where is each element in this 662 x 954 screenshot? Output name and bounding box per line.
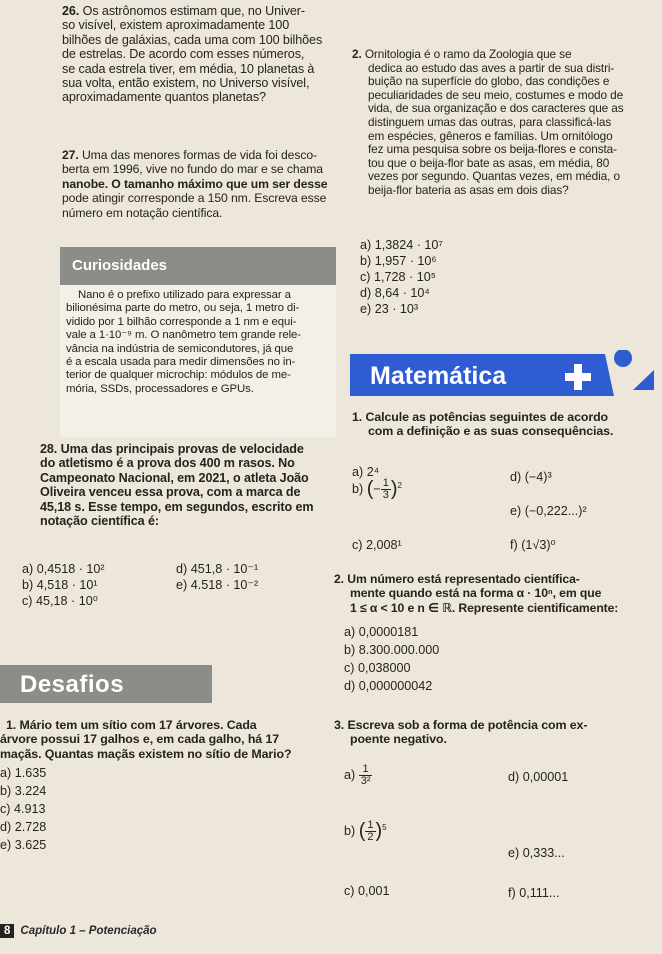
numerator: 1 (382, 477, 389, 489)
q28-option-d: d) 451,8 · 10⁻¹ (176, 562, 259, 576)
option-label: b) (352, 481, 364, 496)
text-line: nanobe. O tamanho máximo que um ser desse (62, 176, 328, 191)
desafios-option-d: d) 2.728 (0, 820, 47, 834)
q2-option-e: e) 23 · 10³ (360, 302, 419, 316)
text-line: aproximadamente quantos planetas? (62, 90, 266, 105)
fraction (365, 820, 375, 843)
text-line: Nano é o prefixo utilizado para expressar a (78, 289, 291, 301)
mat1-option-f (510, 538, 556, 553)
text-line: do atletismo é a prova dos 400 m rasos. No (40, 456, 295, 471)
mat1-option-b: b) (− $\frac{1}{3}$ )$^2$ (352, 477, 402, 501)
q2-option-a: a) 1,3824 · 10⁷ (360, 238, 443, 252)
mat1-option-a: a) 2⁴ (352, 465, 380, 479)
text-line: bilionésima parte do metro, ou seja, 1 metro di- (66, 302, 300, 315)
text-line: vida, de sua organização e dos caracteres que as (368, 101, 624, 116)
question-number: 28. (40, 442, 58, 456)
text-line: bilhões de galáxias, cada uma com 100 bilhões (62, 32, 323, 47)
text-line: se cada estrela tiver, em média, 10 planetas à (62, 61, 315, 76)
question-number: 1. (352, 410, 363, 424)
mat3-option-b: b) ( $\frac{1}{2}$ )$^5$ (344, 819, 387, 843)
curiosidades-box (60, 285, 336, 437)
page-number: 8 (0, 924, 14, 938)
mat3-option-e: e) 0,333... (508, 846, 565, 860)
q2-option-b: b) 1,957 · 10⁶ (360, 254, 437, 268)
text-line: poente negativo. (350, 732, 447, 747)
text-line: Oliveira venceu essa prova, com a marca de (40, 485, 301, 500)
q28-option-a: a) 0,4518 · 10² (22, 562, 105, 576)
text-line: Escreva sob a forma de potência com ex- (347, 718, 588, 732)
text-line: Os astrônomos estimam que, no Univer- (82, 4, 305, 18)
text-line: número em notação científica. (62, 205, 223, 220)
option-label: f) (510, 538, 518, 552)
text-line: dedica ao estudo das aves a partir de sua distri- (368, 60, 615, 75)
section-title: Desafios (20, 671, 125, 698)
question-number: 1. (6, 718, 17, 732)
text-line: Calcule as potências seguintes de acordo (365, 410, 609, 424)
desafios-question-1 (0, 718, 340, 761)
section-title: Matemática (370, 362, 507, 390)
chapter-title: Capítulo 1 – Potenciação (20, 925, 157, 937)
text-line: vale a 1·10⁻⁹ m. O nanômetro tem grande rele- (66, 329, 301, 342)
q28-option-b: b) 4,518 · 10¹ (22, 578, 98, 592)
mat2-option-c: c) 0,038000 (344, 661, 411, 675)
question-27 (62, 148, 352, 220)
numerator: 1 (359, 764, 373, 776)
desafios-option-c: c) 4.913 (0, 802, 46, 816)
q2-option-c: c) 1,728 · 10⁵ (360, 270, 436, 284)
matematica-question-1 (352, 410, 658, 439)
text-line: vezes por segundo. Quantas vezes, em média, o (368, 169, 620, 184)
expression: (1√3)⁰ (521, 538, 556, 552)
desafios-option-e: e) 3.625 (0, 838, 47, 852)
text-line: sua volta, então existem, no Universo visível, (62, 76, 310, 91)
text-line: tou que o beija-flor bate as asas, em média, 80 (368, 155, 610, 170)
question-number: 26. (62, 4, 80, 18)
mat3-option-a (344, 764, 372, 787)
text-line: mória, SSDs, processadores e GPUs. (66, 382, 254, 395)
text-line: 1 ≤ α < 10 e n ∈ ℝ. Represente cientificamente: (350, 600, 619, 615)
matematica-banner-graphic (350, 350, 662, 400)
desafios-header (0, 665, 212, 703)
question-26 (62, 4, 352, 105)
mat1-option-d: d) (−4)³ (510, 470, 552, 484)
text-line: Uma das menores formas de vida foi desco- (81, 148, 317, 162)
mat3-option-f: f) 0,111... (508, 886, 560, 900)
denominator: 3 (382, 489, 389, 501)
question-number: 3. (334, 718, 345, 732)
question-28 (40, 442, 340, 528)
text-line: em espécies, gêneros e famílias. Um ornitólogo (368, 128, 613, 143)
question-number: 2. (334, 572, 344, 586)
option-label: a) (344, 767, 356, 782)
text-line: Uma das principais provas de velocidade (60, 442, 304, 456)
mat1-option-c: c) 2,008¹ (352, 538, 402, 552)
option-label: b) (344, 823, 356, 838)
text-line: buição na superfície do globo, das condições e (368, 74, 610, 89)
text-line: Mário tem um sítio com 17 árvores. Cada (19, 718, 257, 732)
denominator: 3² (360, 775, 371, 787)
text-line: é a escala usada para medir dimensões no in- (66, 356, 296, 369)
text-line: beija-flor bateria as asas em dois dias? (368, 182, 569, 197)
q28-option-c: c) 45,18 · 10⁰ (22, 594, 98, 608)
question-number: 2. (352, 47, 362, 61)
curiosidades-header (60, 247, 336, 285)
text-line: vidido por 1 bilhão corresponde a 1 nm e equi- (66, 315, 297, 328)
mat3-option-c: c) 0,001 (344, 884, 390, 898)
text-line: vância na indústria de semicondutores, já que (66, 342, 294, 355)
mat1-option-e: e) (−0,222...)² (510, 504, 587, 518)
page-footer (0, 925, 157, 937)
text-line: de estrelas. De acordo com esses números, (62, 47, 305, 62)
mat2-option-a: a) 0,0000181 (344, 625, 419, 639)
text-line: Campeonato Nacional, em 2021, o atleta João (40, 470, 309, 485)
numerator: 1 (367, 819, 374, 831)
desafios-option-a: a) 1.635 (0, 766, 47, 780)
text-line: árvore possui 17 galhos e, em cada galho, há 17 (0, 732, 280, 747)
matematica-question-2 (334, 572, 658, 615)
desafios-option-b: b) 3.224 (0, 784, 47, 798)
mat2-option-b: b) 8.300.000.000 (344, 643, 440, 657)
text-line: berta em 1996, vive no fundo do mar e se chama (62, 162, 323, 177)
text-line: maçãs. Quantas maçãs existem no sítio de Mario? (0, 746, 292, 761)
matematica-banner (350, 350, 662, 400)
text-line: notação científica é: (40, 514, 159, 529)
text-line: 45,18 s. Esse tempo, em segundos, escrito em (40, 499, 314, 514)
exponent: 5 (382, 822, 387, 832)
text-line: Ornitologia é o ramo da Zoologia que se (364, 47, 572, 61)
text-line: terior de qualquer microchip: módulos de me- (66, 369, 291, 382)
text-line: fez uma pesquisa sobre os beija-flores e consta- (368, 142, 617, 157)
question-2-ornitologia (352, 48, 658, 198)
mat2-option-d: d) 0,000000042 (344, 679, 433, 693)
question-number: 27. (62, 148, 79, 162)
matematica-question-3 (334, 718, 658, 747)
q2-option-d: d) 8,64 · 10⁴ (360, 286, 430, 300)
text-line: so visível, existem aproximadamente 100 (62, 18, 290, 33)
fraction (381, 478, 391, 501)
mat3-option-d: d) 0,00001 (508, 770, 569, 784)
q28-option-e: e) 4.518 · 10⁻² (176, 578, 259, 592)
fraction (359, 764, 373, 787)
text-line: distinguem umas das outras, para classificá-las (368, 114, 612, 129)
section-title: Curiosidades (72, 257, 168, 274)
denominator: 2 (367, 831, 374, 843)
text-line: com a definição e as suas consequências. (368, 424, 614, 439)
text-line: mente quando está na forma α · 10ⁿ, em que (350, 586, 602, 601)
text-line: Um número está representado científica- (347, 572, 580, 586)
text-line: peculiaridades de seu meio, costumes e modo de (368, 87, 624, 102)
text-line: pode atingir corresponde a 150 nm. Escreva esse (62, 191, 327, 206)
